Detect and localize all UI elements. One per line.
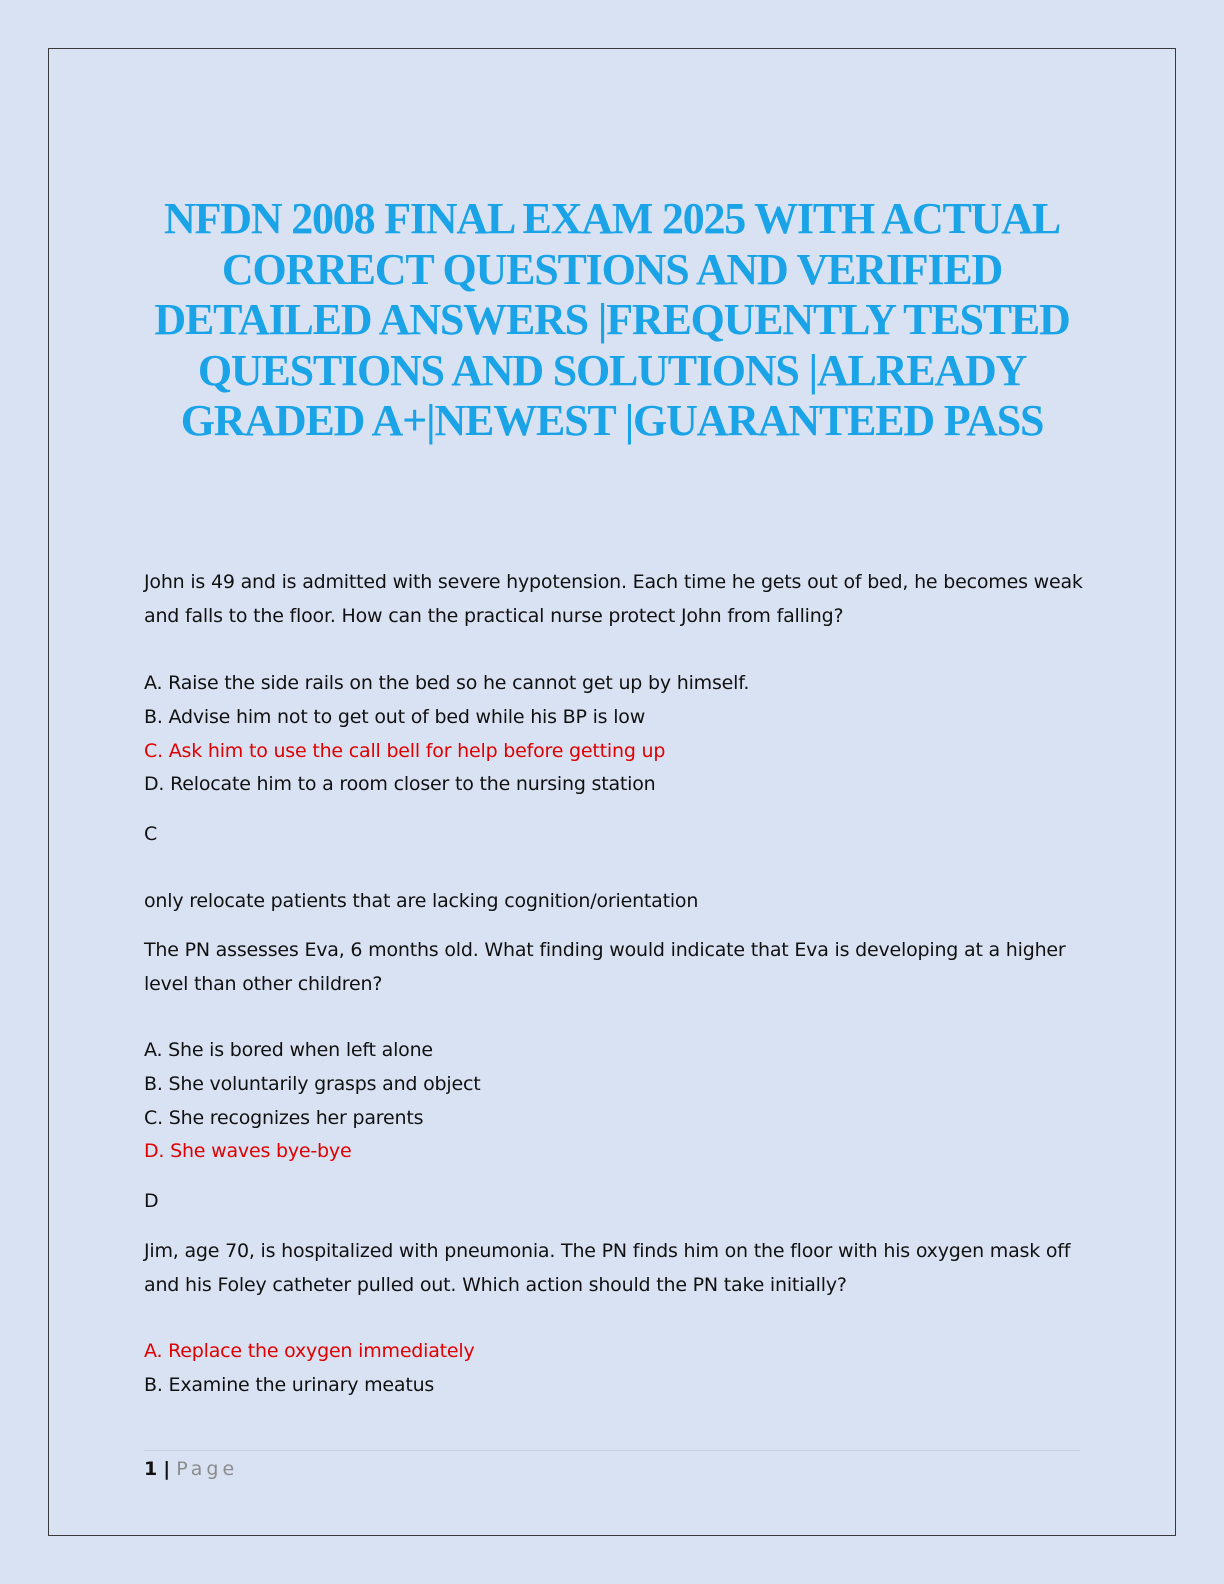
q1-option-a: A. Raise the side rails on the bed so he cannot get up by himself. — [144, 672, 750, 694]
q3-option-a-correct: A. Replace the oxygen immediately — [144, 1340, 475, 1362]
q2-option-a: A. She is bored when left alone — [144, 1039, 433, 1061]
question-3-text: Jim, age 70, is hospitalized with pneumonia. The PN finds him on the floor with his oxygen mask off and his Foley catheter pulled out. Which action should the PN take initially? — [144, 1240, 1071, 1296]
question-2-options — [144, 1034, 1084, 1169]
q3-option-b: B. Examine the urinary meatus — [144, 1373, 435, 1396]
footer-separator: | — [163, 1458, 171, 1480]
q2-option-d-correct: D. She waves bye-bye — [144, 1140, 352, 1163]
question-2-text: The PN assesses Eva, 6 months old. What finding would indicate that Eva is developing at a higher level than other children? — [144, 939, 1066, 995]
q1-rationale: only relocate patients that are lacking cognition/orientation — [144, 890, 699, 912]
q2-option-b: B. She voluntarily grasps and object — [144, 1072, 481, 1095]
question-1-text: John is 49 and is admitted with severe hypotension. Each time he gets out of bed, he becomes weak and falls to the floor. How can the practical nurse protect John from falling? — [144, 571, 1083, 627]
page-number: 1 — [144, 1458, 158, 1480]
q2-option-c: C. She recognizes her parents — [144, 1106, 424, 1129]
q1-option-c-correct: C. Ask him to use the call bell for help before getting up — [144, 739, 666, 762]
q2-answer: D — [144, 1190, 159, 1212]
q1-option-b: B. Advise him not to get out of bed while his BP is low — [144, 705, 646, 728]
q1-option-d: D. Relocate him to a room closer to the nursing station — [144, 773, 656, 796]
page-footer — [144, 1456, 238, 1482]
question-1-options — [144, 667, 1084, 802]
page-label: Page — [176, 1458, 239, 1480]
document-title: NFDN 2008 FINAL EXAM 2025 WITH ACTUAL CORRECT QUESTIONS AND VERIFIED DETAILED ANSWERS |FREQUENTLY TESTED QUESTIONS AND SOLUTIONS |ALREADY GRADED A+|NEWEST |GUARANTEED PASS — [154, 194, 1070, 445]
q1-answer: C — [144, 823, 158, 845]
footer-divider — [144, 1450, 1080, 1451]
question-3-options — [144, 1335, 1084, 1403]
